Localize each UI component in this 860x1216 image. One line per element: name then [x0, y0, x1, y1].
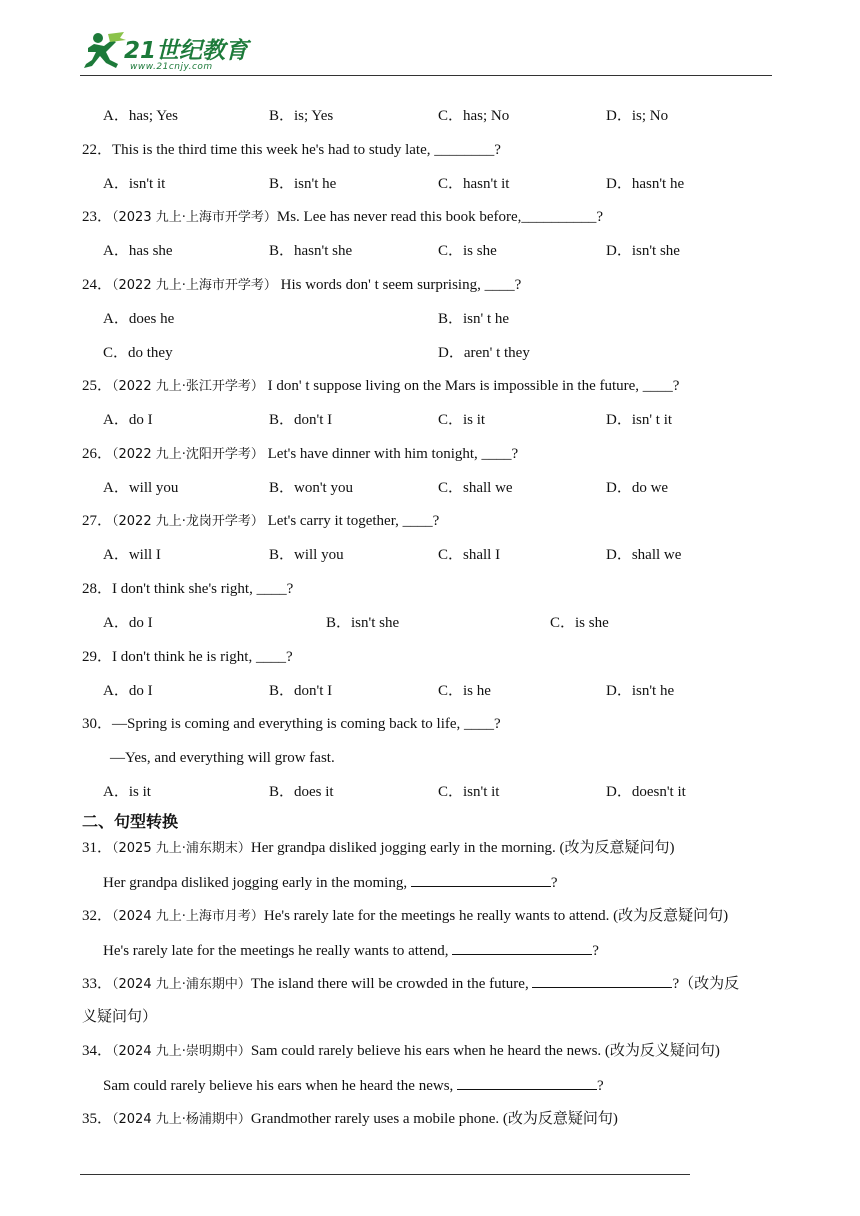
option-a: A．will you	[103, 480, 179, 496]
question-23	[82, 207, 603, 228]
question-source: （2025 九上·浦东期末）	[112, 841, 251, 856]
question-stem: Let's have dinner with him tonight, ____?	[263, 446, 519, 462]
option-a: A．isn't it	[103, 176, 166, 192]
question-number: 25．	[82, 378, 113, 394]
question-stem: The island there will be crowded in the future,	[250, 976, 529, 992]
option-c: C．is she	[438, 243, 497, 259]
question-stem: Sam could rarely believe his ears when he heard the news. (改为反义疑问句)	[250, 1043, 720, 1059]
question-26	[82, 444, 518, 465]
question-mark: ?	[550, 875, 558, 891]
option-a: A．do I	[103, 683, 153, 699]
question-stem: He's rarely late for the meetings he really wants to attend. (改为反意疑问句)	[263, 908, 729, 924]
option-d: D．shall we	[606, 547, 682, 563]
question-number: 31．	[82, 840, 113, 856]
question-number: 28．	[82, 581, 113, 597]
question-number: 34．	[82, 1043, 113, 1059]
option-b: B．does it	[269, 784, 334, 800]
question-number: 26．	[82, 446, 113, 462]
option-d: D．hasn't he	[606, 176, 685, 192]
answer-prompt: He's rarely late for the meetings he really wants to attend,	[103, 943, 449, 959]
question-stem: This is the third time this week he's had to study late, ________?	[112, 142, 501, 158]
option-a: A．do I	[103, 615, 153, 631]
question-number: 33．	[82, 976, 113, 992]
option-b: B．is; Yes	[269, 108, 334, 124]
option-c: C．is it	[438, 412, 486, 428]
question-24	[82, 275, 521, 296]
answer-line-31	[103, 872, 558, 893]
question-number: 24．	[82, 277, 113, 293]
question-instruction: ?（改为反	[672, 976, 740, 992]
option-c: C．hasn't it	[438, 176, 510, 192]
question-29	[82, 647, 293, 667]
question-source: （2023 九上·上海市开学考）	[112, 210, 277, 225]
option-a: A．will I	[103, 547, 161, 563]
logo-text: 21世纪教育	[124, 38, 249, 64]
option-b: B．isn' t he	[438, 311, 510, 327]
header-divider	[80, 75, 772, 76]
answer-line-34	[103, 1075, 604, 1096]
question-27	[82, 511, 439, 532]
question-stem: Ms. Lee has never read this book before,__________?	[276, 209, 604, 225]
question-34	[82, 1041, 720, 1062]
option-b: B．isn't he	[269, 176, 337, 192]
answer-blank[interactable]	[457, 1075, 597, 1090]
option-c: C．shall we	[438, 480, 513, 496]
question-22	[82, 140, 501, 160]
option-d: D．doesn't it	[606, 784, 686, 800]
option-c: C．is he	[438, 683, 491, 699]
question-32	[82, 906, 728, 927]
option-d: D．isn't he	[606, 683, 675, 699]
answer-blank[interactable]	[411, 872, 551, 887]
logo	[80, 28, 280, 76]
question-33-continued: 义疑问句）	[82, 1009, 158, 1025]
question-31	[82, 838, 675, 859]
option-a: A．does he	[103, 311, 175, 327]
answer-blank[interactable]	[532, 973, 672, 988]
option-c: C．is she	[550, 615, 609, 631]
question-source: （2024 九上·浦东期中）	[112, 977, 251, 992]
question-stem: Her grandpa disliked jogging early in the morning. (改为反意疑问句)	[250, 840, 675, 856]
question-number: 29．	[82, 649, 113, 665]
option-b: B．don't I	[269, 683, 333, 699]
footer-divider	[80, 1174, 690, 1175]
question-25	[82, 376, 679, 397]
option-c: C．shall I	[438, 547, 501, 563]
question-source: （2022 九上·沈阳开学考）	[112, 447, 264, 462]
question-number: 30．	[82, 716, 113, 732]
question-source: （2022 九上·张江开学考）	[112, 379, 264, 394]
option-d: D．isn't she	[606, 243, 680, 259]
option-b: B．isn't she	[326, 615, 400, 631]
option-b: B．hasn't she	[269, 243, 353, 259]
question-stem: I don't think she's right, ____?	[112, 581, 294, 597]
option-d: D．do we	[606, 480, 669, 496]
question-source: （2022 九上·龙岗开学考）	[112, 514, 264, 529]
question-35	[82, 1109, 618, 1130]
question-number: 23．	[82, 209, 113, 225]
question-number: 32．	[82, 908, 113, 924]
question-number: 22．	[82, 142, 113, 158]
option-a: A．is it	[103, 784, 151, 800]
question-number: 27．	[82, 513, 113, 529]
option-c: C．do they	[103, 345, 173, 361]
question-stem: —Spring is coming and everything is coming back to life, ____?	[112, 716, 501, 732]
question-source: （2024 九上·上海市月考）	[112, 909, 264, 924]
question-30	[82, 714, 501, 734]
option-c: C．has; No	[438, 108, 510, 124]
question-source: （2024 九上·崇明期中）	[112, 1044, 251, 1059]
option-c: C．isn't it	[438, 784, 500, 800]
section-title: 二、句型转换	[82, 812, 179, 831]
option-d: D．aren' t they	[438, 345, 530, 361]
option-b: B．won't you	[269, 480, 353, 496]
option-b: B．will you	[269, 547, 344, 563]
option-d: D．isn' t it	[606, 412, 673, 428]
runner-logo-icon	[80, 30, 128, 74]
answer-line-32	[103, 940, 599, 961]
option-b: B．don't I	[269, 412, 333, 428]
option-a: A．has; Yes	[103, 108, 179, 124]
option-d: D．is; No	[606, 108, 669, 124]
option-a: A．do I	[103, 412, 153, 428]
dialogue-reply: —Yes, and everything will grow fast.	[110, 750, 335, 766]
answer-blank[interactable]	[452, 940, 592, 955]
question-source: （2022 九上·上海市开学考）	[112, 278, 277, 293]
answer-prompt: Her grandpa disliked jogging early in the moming,	[103, 875, 408, 891]
answer-prompt: Sam could rarely believe his ears when he heard the news,	[103, 1078, 454, 1094]
question-stem: His words don' t seem surprising, ____?	[276, 277, 522, 293]
question-28	[82, 579, 293, 599]
question-stem: Grandmother rarely uses a mobile phone. (改为反意疑问句)	[250, 1111, 618, 1127]
question-33	[82, 973, 739, 995]
question-number: 35．	[82, 1111, 113, 1127]
question-stem: I don' t suppose living on the Mars is impossible in the future, ____?	[263, 378, 680, 394]
option-a: A．has she	[103, 243, 173, 259]
question-stem: I don't think he is right, ____?	[112, 649, 293, 665]
question-source: （2024 九上·杨浦期中）	[112, 1112, 251, 1127]
question-mark: ?	[597, 1078, 604, 1094]
logo-url: www.21cnjy.com	[130, 62, 213, 72]
question-stem: Let's carry it together, ____?	[263, 513, 440, 529]
page-header	[80, 28, 772, 80]
question-mark: ?	[592, 943, 599, 959]
